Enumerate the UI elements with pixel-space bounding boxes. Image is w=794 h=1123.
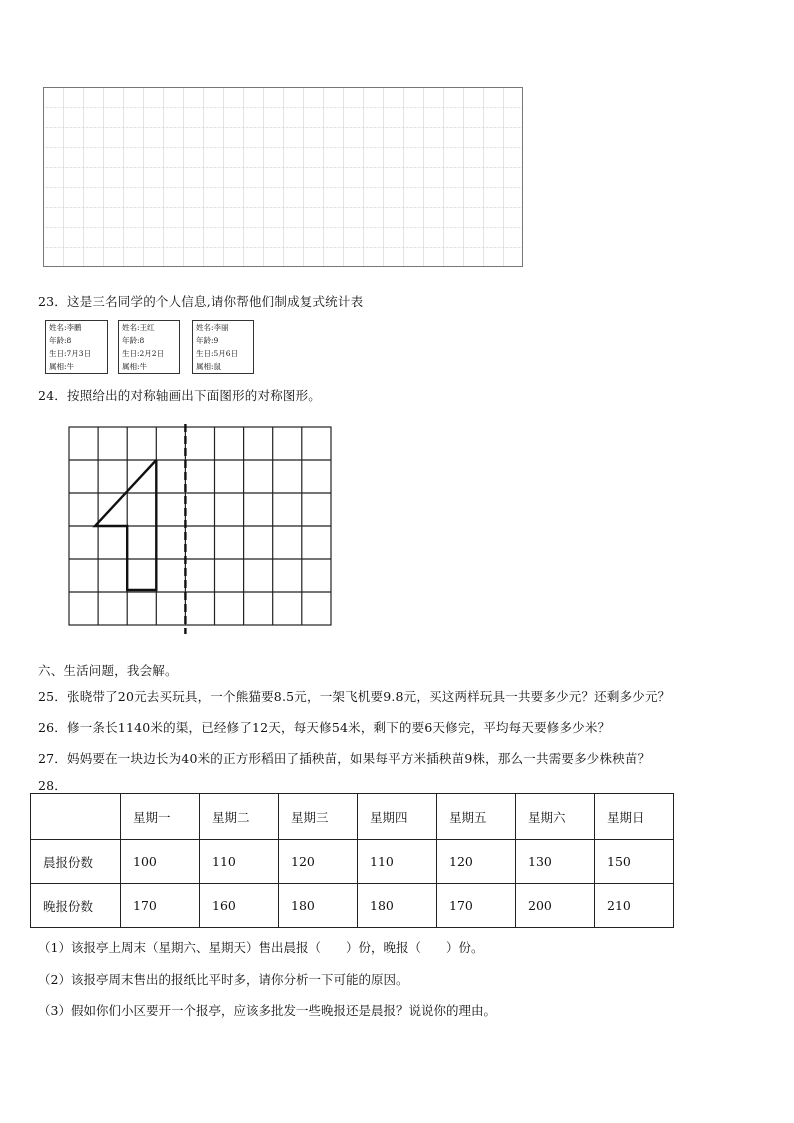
- card-zodiac: 属相:牛: [49, 362, 75, 371]
- card-birthday: 生日:7月3日: [49, 349, 92, 358]
- card-name: 姓名:李鹏: [49, 323, 82, 332]
- table-cell: 170: [121, 884, 200, 928]
- table-cell: 100: [121, 840, 200, 884]
- table-cell: 200: [516, 884, 595, 928]
- table-cell: 120: [279, 840, 358, 884]
- table-header-cell: 星期六: [516, 794, 595, 840]
- table-row: [31, 840, 674, 884]
- table-cell: 210: [595, 884, 674, 928]
- card-name: 姓名:王红: [122, 323, 155, 332]
- table-cell: 110: [200, 840, 279, 884]
- question-28-part-2: （2）该报亭周末售出的报纸比平时多，请你分析一下可能的原因。: [38, 972, 409, 987]
- table-header-cell: 星期二: [200, 794, 279, 840]
- table-header-row: [31, 794, 674, 840]
- table-cell: 170: [437, 884, 516, 928]
- student-card-1: [45, 320, 108, 374]
- symmetry-grid-figure: [66, 424, 334, 636]
- table-cell: 150: [595, 840, 674, 884]
- table-header-cell: 星期一: [121, 794, 200, 840]
- card-age: 年龄:9: [196, 336, 219, 345]
- card-age: 年龄:8: [49, 336, 72, 345]
- table-header-cell: [31, 794, 121, 840]
- table-row: [31, 884, 674, 928]
- table-cell: 120: [437, 840, 516, 884]
- newspaper-sales-table: [30, 793, 674, 928]
- table-cell: 晚报份数: [31, 884, 121, 928]
- table-header-cell: 星期五: [437, 794, 516, 840]
- question-28-part-3: （3）假如你们小区要开一个报亭，应该多批发一些晚报还是晨报？说说你的理由。: [38, 1003, 496, 1018]
- question-28-label: 28．: [38, 778, 68, 793]
- question-23: 23．这是三名同学的个人信息,请你帮他们制成复式统计表: [38, 294, 364, 309]
- question-27: 27．妈妈要在一块边长为40米的正方形稻田了插秧苗，如果每平方米插秧苗9株，那么一共需要多少株秧苗？: [38, 751, 651, 766]
- table-header-cell: 星期日: [595, 794, 674, 840]
- card-name: 姓名:李丽: [196, 323, 229, 332]
- card-birthday: 生日:2月2日: [122, 349, 165, 358]
- card-zodiac: 属相:鼠: [196, 362, 222, 371]
- given-shape-figure: [95, 460, 156, 590]
- table-cell: 晨报份数: [31, 840, 121, 884]
- table-cell: 180: [279, 884, 358, 928]
- table-cell: 160: [200, 884, 279, 928]
- question-26: 26．修一条长1140米的渠，已经修了12天，每天修54米，剩下的要6天修完，平均每天要修多少米？: [38, 720, 611, 735]
- table-header-cell: 星期四: [358, 794, 437, 840]
- table-cell: 130: [516, 840, 595, 884]
- card-birthday: 生日:5月6日: [196, 349, 239, 358]
- answer-grid-paper: [43, 87, 523, 267]
- card-zodiac: 属相:牛: [122, 362, 148, 371]
- student-card-3: [192, 320, 254, 374]
- table-header-cell: 星期三: [279, 794, 358, 840]
- section-6-title: 六、生活问题，我会解。: [38, 663, 178, 678]
- question-25: 25．张晓带了20元去买玩具，一个熊猫要8.5元，一架飞机要9.8元，买这两样玩具一共要多少元？还剩多少元？: [38, 689, 671, 704]
- table-cell: 180: [358, 884, 437, 928]
- table-cell: 110: [358, 840, 437, 884]
- question-28-part-1: （1）该报亭上周末（星期六、星期天）售出晨报（ ）份，晚报（ ）份。: [38, 940, 484, 955]
- student-card-2: [118, 320, 180, 374]
- question-24: 24．按照给出的对称轴画出下面图形的对称图形。: [38, 388, 322, 403]
- card-age: 年龄:8: [122, 336, 145, 345]
